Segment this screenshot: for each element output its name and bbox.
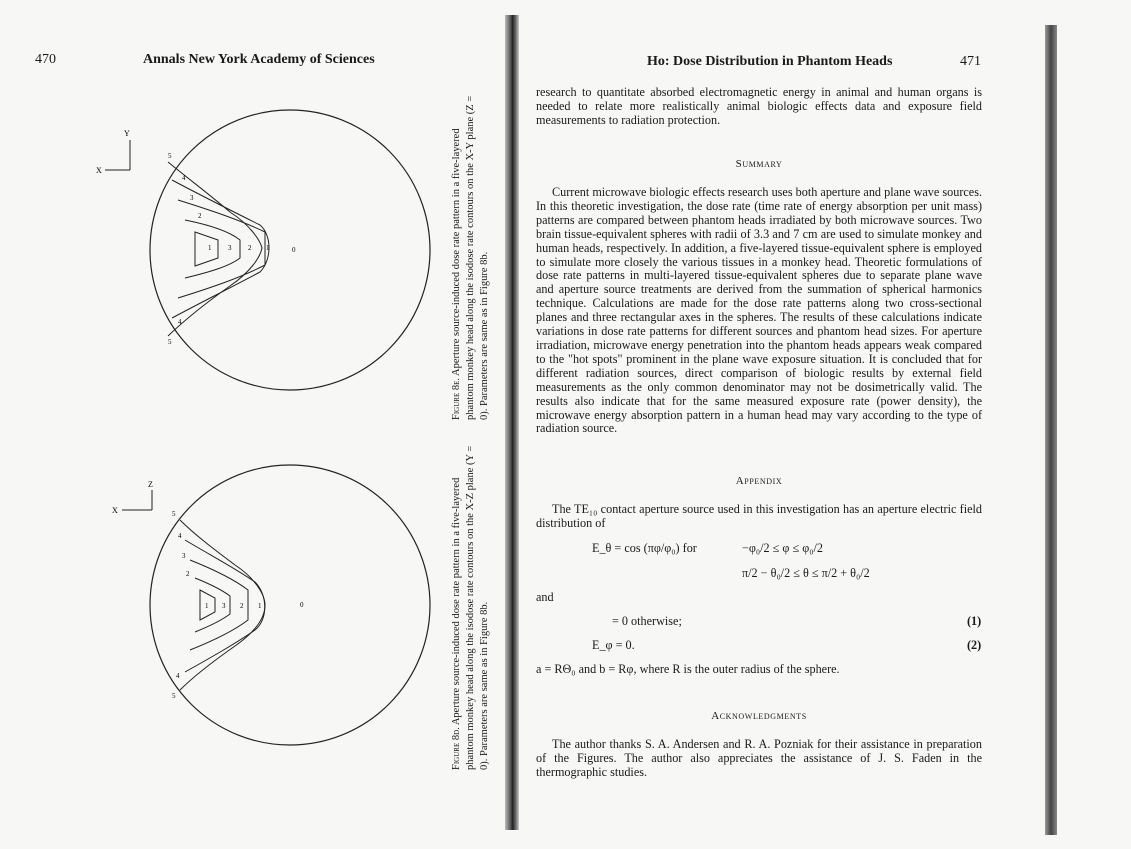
figure-8e-label-1: 1 — [208, 244, 212, 252]
figure-8d-label-5: 5 — [172, 510, 176, 518]
figure-8e-contour-3 — [178, 200, 265, 298]
figure-8e-sphere-outline — [150, 110, 430, 390]
running-head-left: Annals New York Academy of Sciences — [143, 52, 375, 67]
page-number-left: 470 — [35, 52, 56, 67]
intro-paragraph: research to quantitate absorbed electromagnetic energy in animal and human organs is needed to relate more realistically animal biologic effects data and exposure field measurements to radiation protection. — [536, 85, 982, 127]
appendix-paragraph: The TE₁₀ contact aperture source used in this investigation has an aperture electric field distribution of — [536, 502, 982, 530]
page-number-right: 471 — [960, 54, 981, 69]
figure-8d-label-1b: 1 — [258, 602, 262, 610]
book-gutter — [505, 15, 519, 830]
figure-8d-caption-text: Aperture source-induced dose rate pattern in a five-layered phantom monkey head along the isodose rate contours on the X-Z plane (Y = 0). Parameters are same as in Figure 8b. — [451, 445, 490, 770]
figure-8d-caption-label: Figure 8d. — [451, 727, 462, 770]
figure-8e-contour-1 — [195, 232, 218, 266]
figure-8e-caption-label: Figure 8e. — [451, 377, 462, 420]
figure-8e-label-5b: 5 — [168, 338, 172, 346]
figure-8e-label-3: 3 — [190, 194, 194, 202]
appendix-heading: Appendix — [735, 475, 783, 487]
figure-8d-label-2: 2 — [186, 570, 190, 578]
equation-e-phi: E_φ = 0. — [592, 638, 635, 652]
summary-paragraph: Current microwave biologic effects research uses both aperture and plane wave sources. In this theoretic investigation, the dose rate (time rate of energy absorption per unit mass) patterns are compared between phantom heads irradiated by both microwave sources. Two brain tissue-equivalent spheres with radii of 3.3 and 7 cm are used to simulate monkey and human heads, respectively. In addition, a five-layered tissue-equivalent sphere is employed to simulate more closely the various tissues in a monkey head. Theoretic formulations of dose rate patterns in multi-layered tissue-equivalent spheres due to separate plane wave and aperture source treatments are derived from the summation of spherical harmonics technique. Calculations are made for the dose rate patterns along two cross-sectional planes and three rectangular axes in the spheres. The results of these calculations indicate variations in dose rate patterns for different sources and phantom head sizes. For aperture irradiation, microwave energy penetration into the phantom heads appears weak compared to the "hot spots" prominent in the plane wave exposure situation. It is concluded that for different radiation sources, direct comparison of biologic results by external field measurements as the only common denominator may not be dosimetrically valid. The results also indicate that for the same measured exposure rate (power density), the microwave energy absorption pattern in a human head may vary according to the type of radiation source. — [536, 185, 982, 436]
acknowledgments-heading: Acknowledgments — [711, 710, 807, 722]
figure-8e-caption — [450, 90, 492, 420]
figure-8e-x-label: X — [96, 166, 102, 175]
page-edge-strip — [1045, 25, 1057, 835]
figure-8d-label-0: 0 — [300, 601, 304, 609]
figure-8d-label-3: 3 — [182, 552, 186, 560]
figure-8e-label-0: 0 — [292, 246, 296, 254]
figure-8e — [96, 100, 480, 400]
left-page — [0, 0, 505, 849]
equation-theta-range: π/2 − θ₀/2 ≤ θ ≤ π/2 + θ₀/2 — [742, 566, 870, 580]
equation-number-1: (1) — [967, 614, 982, 628]
equation-e-theta: E_θ = cos (πφ/φ₀) for — [592, 541, 697, 555]
figure-8d-label-3b: 3 — [222, 602, 226, 610]
figure-8d-caption — [450, 440, 492, 770]
figure-8e-label-4b: 4 — [178, 318, 182, 326]
figure-8d-label-1: 1 — [205, 602, 209, 610]
figure-8e-label-5: 5 — [168, 152, 172, 160]
figure-8d-label-5b: 5 — [172, 692, 176, 700]
figure-8e-label-4: 4 — [182, 174, 186, 182]
figure-8e-label-1b: 1 — [266, 244, 270, 252]
figure-8e-contour-4 — [172, 180, 269, 318]
figure-8d-x-label: X — [112, 506, 118, 515]
summary-heading: Summary — [735, 158, 783, 170]
acknowledgments-paragraph: The author thanks S. A. Andersen and R. A. Pozniak for their assistance in preparation of the Figures. The author also appreciates the assistance of J. S. Faden in the thermographic studies. — [536, 737, 982, 779]
equation-number-2: (2) — [967, 638, 982, 652]
figure-8e-y-label: Y — [124, 129, 130, 138]
figure-8d-z-label: Z — [148, 480, 153, 489]
figure-8d-label-4b: 4 — [176, 672, 180, 680]
running-head-right: Ho: Dose Distribution in Phantom Heads — [647, 54, 893, 69]
right-page — [520, 0, 1131, 849]
figure-8e-label-3b: 3 — [228, 244, 232, 252]
figure-8e-label-2b: 2 — [248, 244, 252, 252]
equation-definitions: a = RΘ₀ and b = Rφ, where R is the outer radius of the sphere. — [536, 662, 840, 676]
figure-8d-label-2b: 2 — [240, 602, 244, 610]
figure-8e-contour-2 — [185, 220, 240, 278]
figure-8d-label-4: 4 — [178, 532, 182, 540]
figure-8e-label-2: 2 — [198, 212, 202, 220]
equation-phi-range: −φ₀/2 ≤ φ ≤ φ₀/2 — [742, 541, 823, 555]
figure-8d-sphere-outline — [150, 465, 430, 745]
equation-otherwise: = 0 otherwise; — [612, 614, 682, 628]
equation-and: and — [536, 590, 554, 604]
figure-8d — [100, 460, 480, 760]
figure-8e-caption-text: Aperture source-induced dose rate pattern in a five-layered phantom monkey head along the isodose rate contours on the X-Y plane (Z = 0). Parameters are same as in Figure 8b. — [451, 95, 490, 420]
